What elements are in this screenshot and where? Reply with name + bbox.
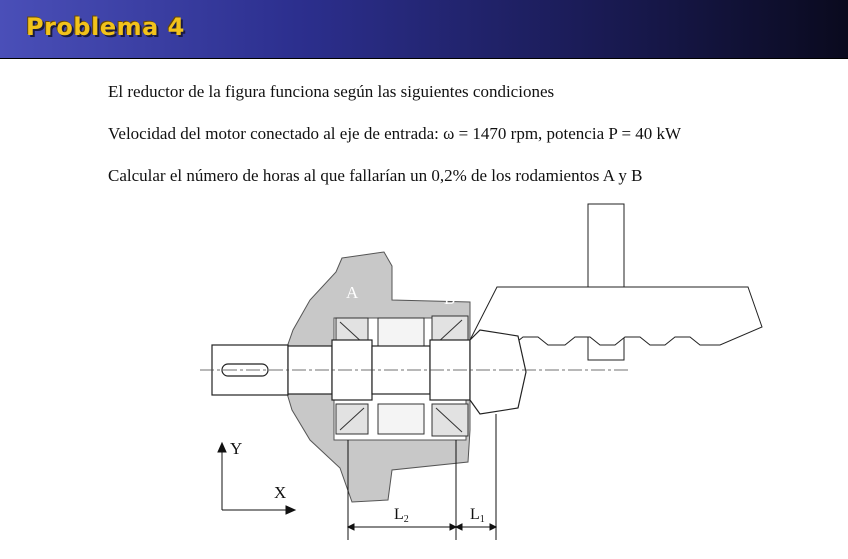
statement-line-conditions: El reductor de la figura funciona según las siguientes condiciones xyxy=(108,82,555,101)
dim-l1-label: L1 xyxy=(470,506,485,525)
axis-y-label: Y xyxy=(230,439,243,458)
statement-line-question: Calcular el número de horas al que fallarían un 0,2% de los rodamientos A y B xyxy=(108,166,643,185)
statement-line-motor-speed: Velocidad del motor conectado al eje de entrada: ω = 1470 rpm, potencia P = 40 kW xyxy=(108,124,682,143)
slide-title: Problema 4 xyxy=(26,13,185,41)
label-bearing-b: B xyxy=(444,289,456,308)
axis-x-label: X xyxy=(274,483,287,502)
dim-l2-label: L2 xyxy=(394,506,409,525)
label-bearing-a: A xyxy=(346,283,359,302)
